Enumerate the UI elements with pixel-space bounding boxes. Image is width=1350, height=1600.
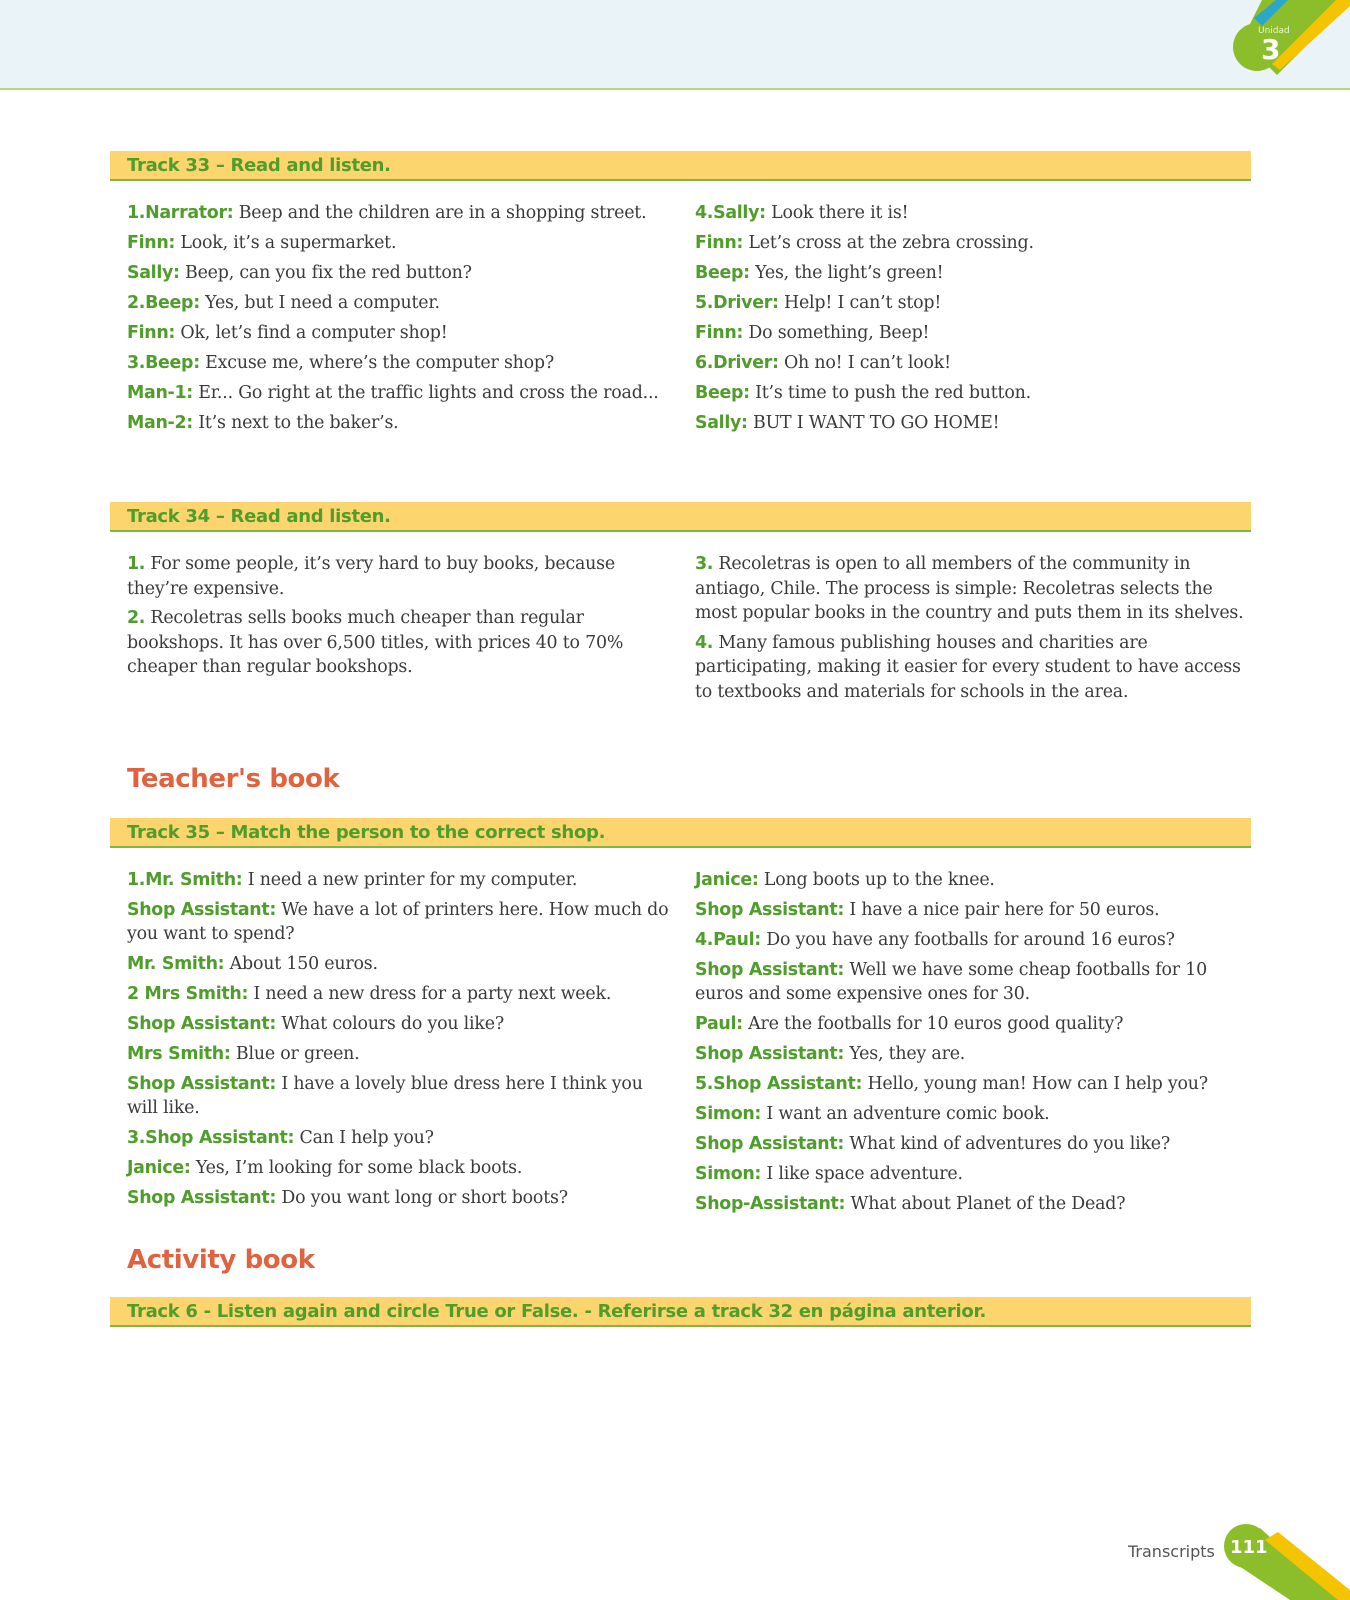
dialogue-line xyxy=(127,982,678,1006)
dialogue-line xyxy=(695,1192,1246,1216)
dialogue-text: Long boots up to the knee. xyxy=(758,870,995,890)
dialogue-text: Do you have any footballs for around 16 euros? xyxy=(760,930,1175,950)
numbered-paragraph xyxy=(695,631,1246,705)
dialogue-text: Can I help you? xyxy=(294,1128,434,1148)
dialogue-line xyxy=(127,1072,678,1120)
dialogue-line xyxy=(695,201,1246,225)
dialogue-line xyxy=(695,291,1246,315)
dialogue-line xyxy=(695,958,1246,1006)
dialogue-line xyxy=(695,928,1246,952)
dialogue-line xyxy=(695,1102,1246,1126)
speaker-label: Shop Assistant: xyxy=(127,1188,277,1208)
dialogue-line xyxy=(695,1132,1246,1156)
speaker-label: Shop Assistant: xyxy=(127,900,277,920)
dialogue-line xyxy=(127,1156,678,1180)
speaker-label: Man-2: xyxy=(127,413,193,433)
numbered-paragraph xyxy=(127,606,678,680)
dialogue-text: About 150 euros. xyxy=(224,954,378,974)
dialogue-text: Look there it is! xyxy=(765,203,909,223)
speaker-label: 3.Shop Assistant: xyxy=(127,1128,295,1148)
dialogue-line xyxy=(695,261,1246,285)
speaker-label: Beep: xyxy=(695,263,750,283)
speaker-label: Shop Assistant: xyxy=(695,900,845,920)
speaker-label: 1.Mr. Smith: xyxy=(127,870,243,890)
dialogue-line xyxy=(127,1186,678,1210)
dialogue-text: It’s next to the baker’s. xyxy=(192,413,399,433)
dialogue-line xyxy=(127,1126,678,1150)
dialogue-text: I have a lovely blue dress here I think you will like. xyxy=(127,1074,643,1118)
dialogue-text: Yes, I’m looking for some black boots. xyxy=(190,1158,523,1178)
page-number-badge-graphic xyxy=(1220,1520,1350,1600)
speaker-label: Shop Assistant: xyxy=(695,1044,845,1064)
speaker-label: 3.Beep: xyxy=(127,353,200,373)
dialogue-text: Ok, let’s find a computer shop! xyxy=(175,323,448,343)
unit-label: Unidad xyxy=(1258,26,1290,36)
dialogue-text: What about Planet of the Dead? xyxy=(845,1194,1126,1214)
dialogue-line xyxy=(695,381,1246,405)
dialogue-line xyxy=(127,321,678,345)
dialogue-text: What colours do you like? xyxy=(276,1014,504,1034)
speaker-label: Finn: xyxy=(127,323,176,343)
speaker-label: Beep: xyxy=(695,383,750,403)
track-35-title: Track 35 – Match the person to the correct shop. xyxy=(110,818,1251,848)
dialogue-line xyxy=(695,411,1246,435)
dialogue-line xyxy=(127,898,678,946)
paragraph-text: Recoletras is open to all members of the community in antiago, Chile. The process is simple: Recoletras selects the most popular books in the country and puts them in its shelves. xyxy=(695,554,1244,623)
activity-book-heading: Activity book xyxy=(127,1245,315,1275)
speaker-label: Finn: xyxy=(695,323,744,343)
speaker-label: 5.Shop Assistant: xyxy=(695,1074,863,1094)
top-header-band xyxy=(0,0,1350,90)
paragraph-number: 4. xyxy=(695,632,714,653)
speaker-label: Shop Assistant: xyxy=(695,1134,845,1154)
speaker-label: Simon: xyxy=(695,1104,762,1124)
dialogue-line xyxy=(127,868,678,892)
dialogue-line xyxy=(127,381,678,405)
dialogue-text: Yes, the light’s green! xyxy=(749,263,944,283)
paragraph-text: Many famous publishing houses and charities are participating, making it easier for every student to have access to textbooks and materials for schools in the area. xyxy=(695,632,1241,702)
dialogue-line xyxy=(695,1072,1246,1096)
dialogue-line xyxy=(695,868,1246,892)
dialogue-text: Do something, Beep! xyxy=(743,323,930,343)
speaker-label: 5.Driver: xyxy=(695,293,779,313)
dialogue-line xyxy=(695,321,1246,345)
paragraph-text: For some people, it’s very hard to buy books, because they’re expensive. xyxy=(127,554,615,599)
dialogue-text: Let’s cross at the zebra crossing. xyxy=(743,233,1034,253)
dialogue-text: Do you want long or short boots? xyxy=(276,1188,568,1208)
dialogue-text: Look, it’s a supermarket. xyxy=(175,233,397,253)
dialogue-line xyxy=(695,1012,1246,1036)
dialogue-line xyxy=(695,1162,1246,1186)
dialogue-line xyxy=(127,952,678,976)
speaker-label: Mr. Smith: xyxy=(127,954,225,974)
speaker-label: 1.Narrator: xyxy=(127,203,234,223)
speaker-label: 6.Driver: xyxy=(695,353,779,373)
track-35-left-column xyxy=(110,868,678,1222)
speaker-label: 2.Beep: xyxy=(127,293,200,313)
dialogue-text: Yes, but I need a computer. xyxy=(199,293,440,313)
speaker-label: Mrs Smith: xyxy=(127,1044,231,1064)
track-35-right-column xyxy=(678,868,1246,1222)
dialogue-line xyxy=(695,351,1246,375)
track-34-right-column xyxy=(678,552,1246,709)
speaker-label: Janice: xyxy=(695,870,759,890)
dialogue-text: Blue or green. xyxy=(230,1044,360,1064)
dialogue-text: I need a new printer for my computer. xyxy=(242,870,578,890)
dialogue-text: I need a new dress for a party next week. xyxy=(248,984,612,1004)
dialogue-text: Er... Go right at the traffic lights and cross the road... xyxy=(192,383,659,403)
dialogue-text: I have a nice pair here for 50 euros. xyxy=(844,900,1160,920)
dialogue-line xyxy=(695,898,1246,922)
dialogue-line xyxy=(127,261,678,285)
dialogue-line xyxy=(127,231,678,255)
speaker-label: Shop-Assistant: xyxy=(695,1194,846,1214)
dialogue-line xyxy=(127,291,678,315)
unit-number: 3 xyxy=(1261,33,1281,66)
dialogue-line xyxy=(127,201,678,225)
paragraph-number: 3. xyxy=(695,554,714,574)
track-34-section xyxy=(110,502,1251,709)
track-35-section xyxy=(110,818,1251,1222)
dialogue-text: Hello, young man! How can I help you? xyxy=(862,1074,1208,1094)
dialogue-line xyxy=(127,1012,678,1036)
track-6-title: Track 6 - Listen again and circle True or False. - Referirse a track 32 en página anterior. xyxy=(110,1297,1251,1327)
track-33-right-column xyxy=(678,201,1246,441)
track-6-section xyxy=(110,1297,1251,1327)
speaker-label: Shop Assistant: xyxy=(127,1014,277,1034)
speaker-label: Finn: xyxy=(695,233,744,253)
dialogue-line xyxy=(695,1042,1246,1066)
dialogue-text: Excuse me, where’s the computer shop? xyxy=(199,353,554,373)
numbered-paragraph xyxy=(127,552,678,601)
speaker-label: 4.Paul: xyxy=(695,930,761,950)
dialogue-text: Yes, they are. xyxy=(844,1044,966,1064)
speaker-label: Man-1: xyxy=(127,383,193,403)
dialogue-text: We have a lot of printers here. How much do you want to spend? xyxy=(127,900,669,944)
dialogue-text: What kind of adventures do you like? xyxy=(844,1134,1171,1154)
dialogue-text: BUT I WANT TO GO HOME! xyxy=(747,413,1000,433)
speaker-label: 4.Sally: xyxy=(695,203,766,223)
speaker-label: Paul: xyxy=(695,1014,743,1034)
track-33-left-column xyxy=(110,201,678,441)
footer-section-label: Transcripts xyxy=(1128,1542,1215,1561)
dialogue-text: Beep and the children are in a shopping street. xyxy=(233,203,647,223)
speaker-label: Janice: xyxy=(127,1158,191,1178)
speaker-label: Shop Assistant: xyxy=(695,960,845,980)
dialogue-line xyxy=(127,411,678,435)
paragraph-text: Recoletras sells books much cheaper than regular bookshops. It has over 6,500 titles, with prices 40 to 70% cheaper than regular bookshops. xyxy=(127,608,624,677)
track-33-title: Track 33 – Read and listen. xyxy=(110,151,1251,181)
dialogue-text: Are the footballs for 10 euros good quality? xyxy=(742,1014,1124,1034)
page-number: 111 xyxy=(1230,1537,1268,1558)
track-34-title: Track 34 – Read and listen. xyxy=(110,502,1251,532)
numbered-paragraph xyxy=(695,552,1246,626)
dialogue-text: Help! I can’t stop! xyxy=(778,293,942,313)
track-34-left-column xyxy=(110,552,678,709)
dialogue-line xyxy=(127,1042,678,1066)
dialogue-text: Well we have some cheap footballs for 10 euros and some expensive ones for 30. xyxy=(695,960,1207,1004)
dialogue-line xyxy=(695,231,1246,255)
track-33-section xyxy=(110,151,1251,441)
paragraph-number: 2. xyxy=(127,608,146,628)
speaker-label: Finn: xyxy=(127,233,176,253)
speaker-label: 2 Mrs Smith: xyxy=(127,984,249,1004)
dialogue-text: It’s time to push the red button. xyxy=(749,383,1031,403)
teachers-book-heading: Teacher's book xyxy=(127,764,340,794)
dialogue-text: I like space adventure. xyxy=(761,1164,963,1184)
dialogue-text: Oh no! I can’t look! xyxy=(778,353,951,373)
dialogue-line xyxy=(127,351,678,375)
dialogue-text: I want an adventure comic book. xyxy=(761,1104,1050,1124)
paragraph-number: 1. xyxy=(127,554,146,574)
speaker-label: Sally: xyxy=(127,263,180,283)
speaker-label: Simon: xyxy=(695,1164,762,1184)
dialogue-text: Beep, can you fix the red button? xyxy=(179,263,472,283)
unit-badge-graphic xyxy=(1232,0,1350,90)
speaker-label: Sally: xyxy=(695,413,748,433)
speaker-label: Shop Assistant: xyxy=(127,1074,277,1094)
